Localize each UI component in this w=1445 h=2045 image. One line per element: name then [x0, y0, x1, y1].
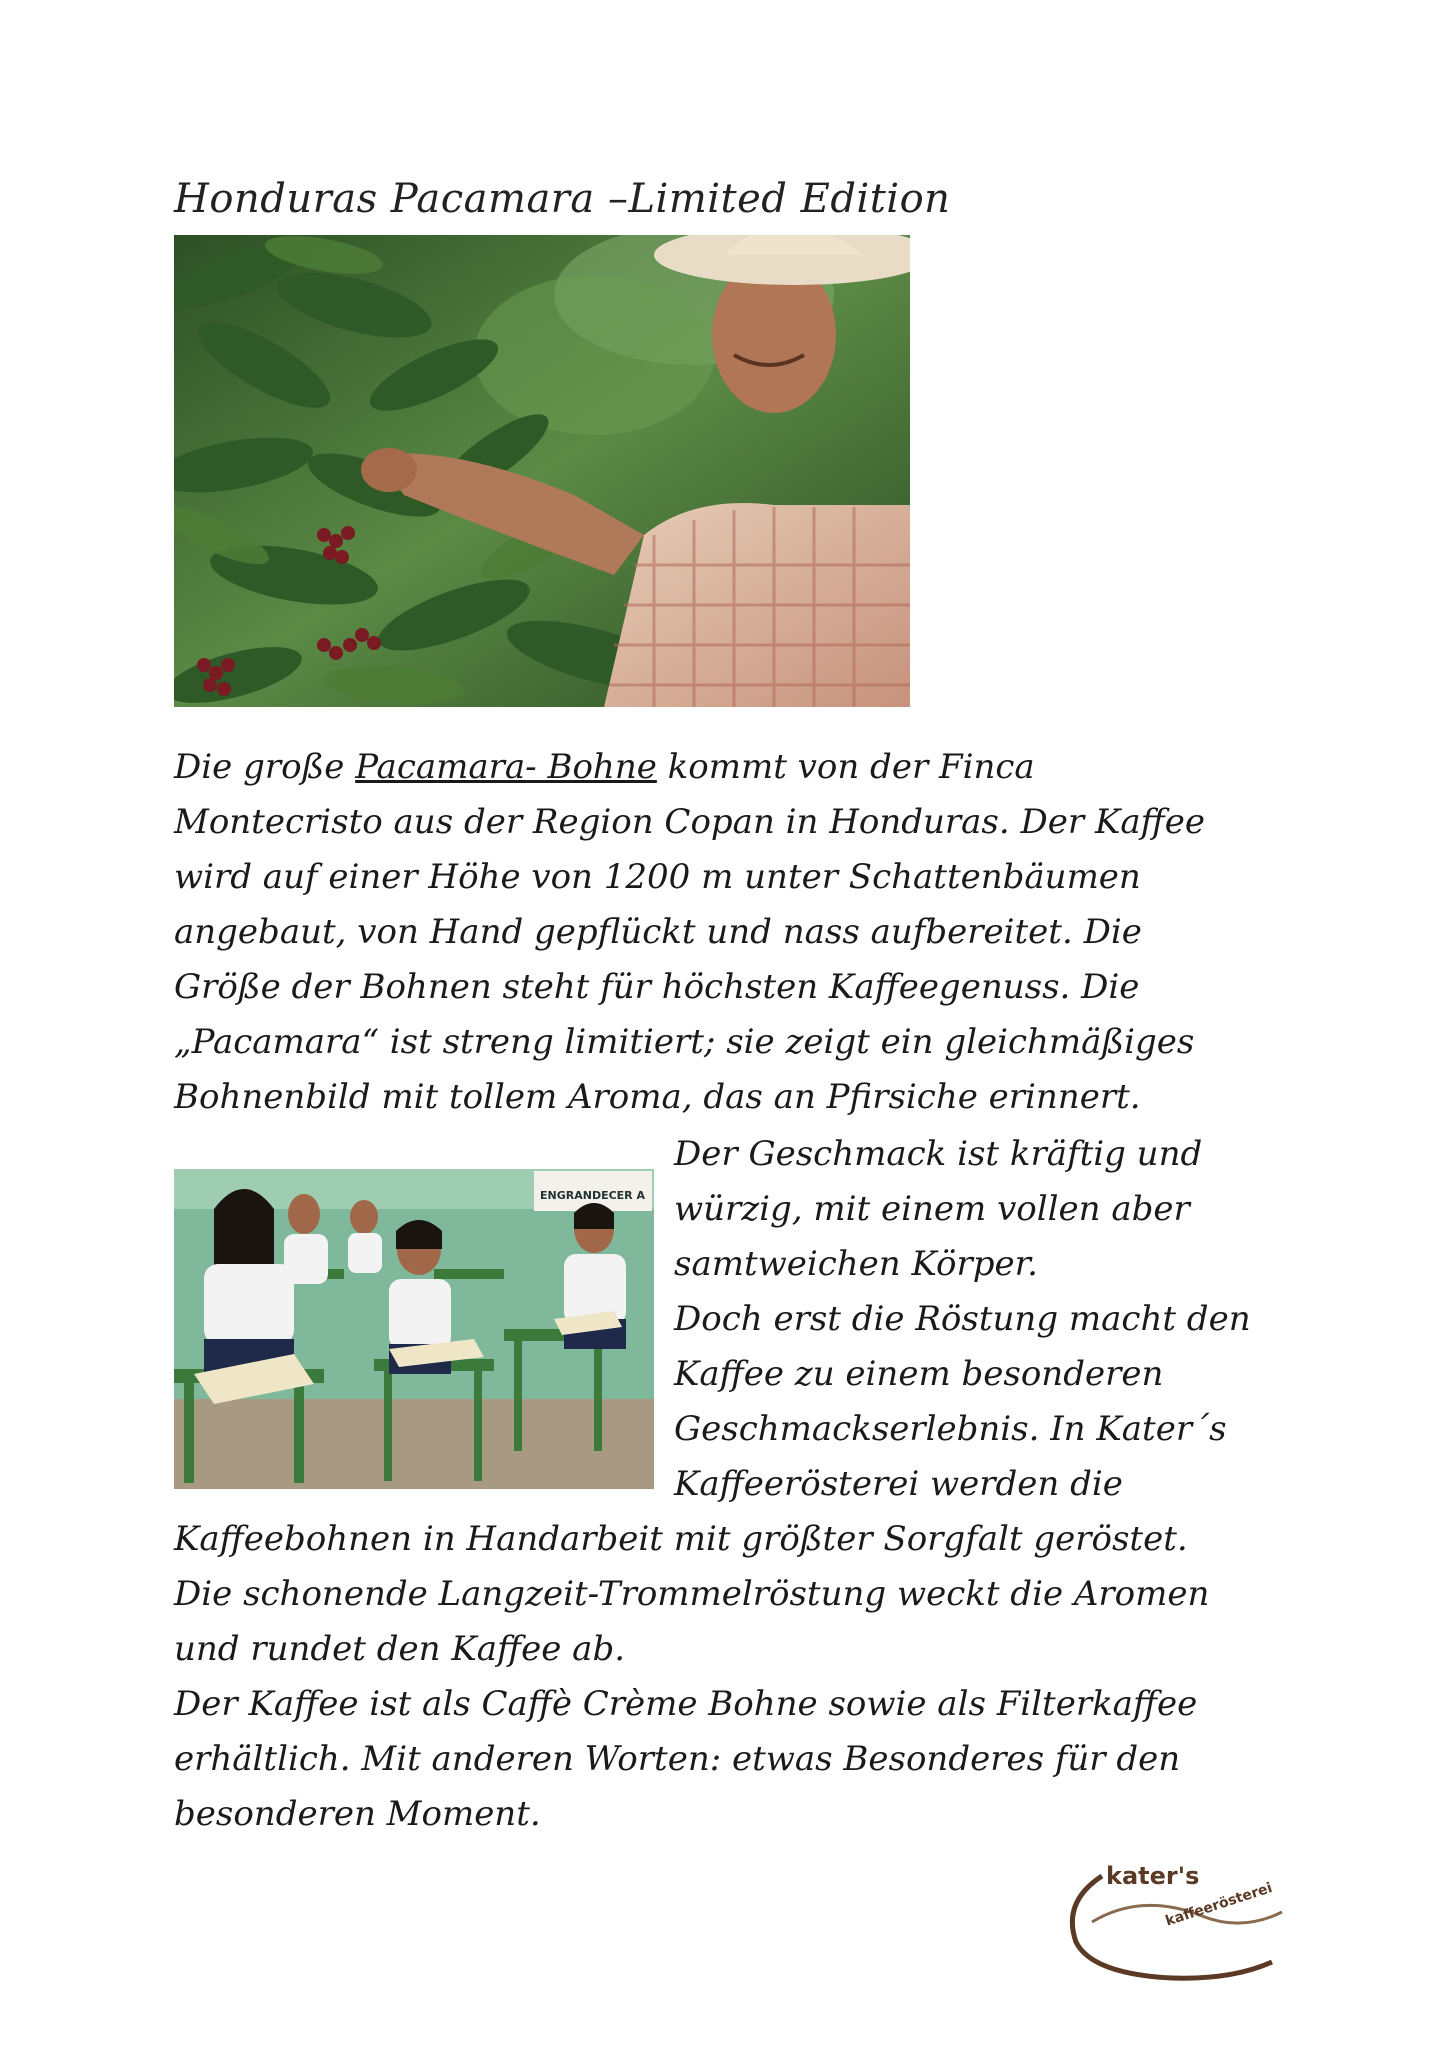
roasting-paragraph: [174, 1512, 1209, 1842]
classroom-photo: [174, 1169, 654, 1489]
text-line: erhältlich. Mit anderen Worten: etwas Besonderes für den: [174, 1739, 1181, 1779]
text-line: Der Kaffee ist als Caffè Crème Bohne sowie als Filterkaffee: [174, 1684, 1198, 1724]
text-line: samtweichen Körper.: [674, 1244, 1038, 1284]
text-line: würzig, mit einem vollen aber: [674, 1189, 1190, 1229]
intro-paragraph: [174, 740, 1205, 1125]
text-line: Geschmackserlebnis. In Kater´s: [674, 1409, 1227, 1449]
classroom-sign: ENGRANDECER A: [540, 1189, 645, 1202]
logo-subtitle: kaffeerösterei: [1163, 1879, 1275, 1930]
text-line: wird auf einer Höhe von 1200 m unter Schattenbäumen: [174, 857, 1141, 897]
text-line: besonderen Moment.: [174, 1794, 541, 1834]
text-line: und rundet den Kaffee ab.: [174, 1629, 626, 1669]
text-line: Kaffeerösterei werden die: [674, 1464, 1123, 1504]
text-line: Der Geschmack ist kräftig und: [674, 1134, 1203, 1174]
katers-logo: [1062, 1862, 1290, 1982]
text-line: Größe der Bohnen steht für höchsten Kaffeegenuss. Die: [174, 967, 1140, 1007]
coffee-farmer-photo: [174, 235, 910, 707]
text-line: Bohnenbild mit tollem Aroma, das an Pfirsiche erinnert.: [174, 1077, 1141, 1117]
taste-paragraph: [674, 1127, 1251, 1512]
text-line: Die schonende Langzeit-Trommelröstung weckt die Aromen: [174, 1574, 1210, 1614]
logo-name: kater's: [1106, 1862, 1200, 1890]
text-line: angebaut, von Hand gepflückt und nass aufbereitet. Die: [174, 912, 1142, 952]
text-line: Kaffee zu einem besonderen: [674, 1354, 1164, 1394]
pacamara-bean-link[interactable]: Pacamara- Bohne: [355, 747, 657, 787]
text-line: Doch erst die Röstung macht den: [674, 1299, 1251, 1339]
text-line: Kaffeebohnen in Handarbeit mit größter Sorgfalt geröstet.: [174, 1519, 1188, 1559]
text-line: „Pacamara“ ist streng limitiert; sie zeigt ein gleichmäßiges: [174, 1022, 1195, 1062]
text-line: Die große Pacamara- Bohne kommt von der Finca: [174, 747, 1035, 787]
text-line: Montecristo aus der Region Copan in Honduras. Der Kaffee: [174, 802, 1205, 842]
page-title: Honduras Pacamara –Limited Edition: [174, 176, 951, 222]
